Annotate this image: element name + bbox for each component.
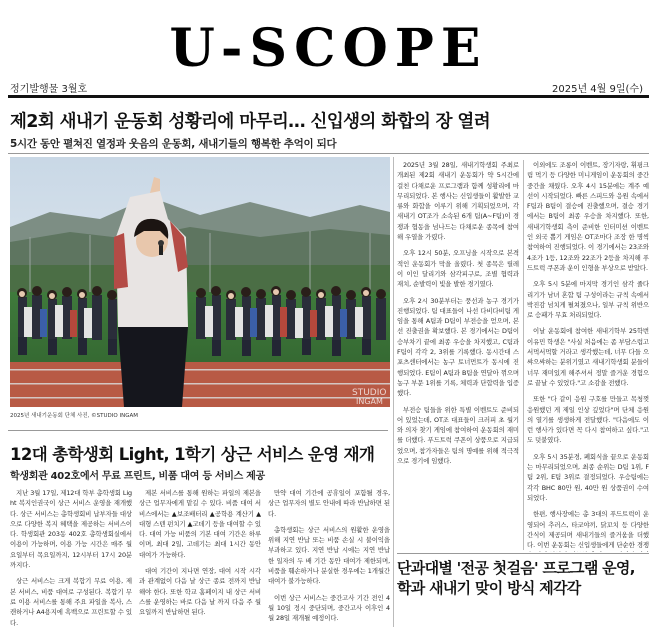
lead-headline: 제2회 새내기 운동회 성황리에 마무리… 신입생의 화합의 장 열려: [10, 112, 491, 132]
second-paragraph: 이번 상근 서비스는 중간고사 기간 전인 4월 10일 정시 중단되며, 중간고사 이후인 4월 28일 재개될 예정이다.: [268, 593, 390, 623]
second-headline: 12대 총학생회 Light, 1학기 상근 서비스 운영 재개: [10, 445, 375, 464]
second-body-col2: [139, 488, 261, 626]
lead-paragraph: 이날 운동회에 참여한 새내기학부 25학번 이유민 학생은 "사실 처음에는 좀 부담스럽고 서먹서먹할 거라고 생각했는데, 너무 다들 으쌰으쌰하는 분위기였고 새내기학생회 분들이 너무 재미있게 해주셔서 정말 즐거운 경험으로 끝날 수 있었다."고 소감을 전했다.: [527, 327, 649, 387]
lead-photo: [10, 157, 390, 407]
lead-paragraph: 한편, 행사장에는 총 3대의 푸드트럭이 운영되어 추러스, 타코야끼, 닭꼬치 등 다양한 간식이 제공되며 새내기들의 즐거움을 더했다. 이번 운동회는 신입생들에게 단순한 경쟁: [527, 510, 649, 550]
section-rule: [393, 157, 394, 627]
lead-body-col2: [527, 160, 649, 552]
issue-label: 정기발행물 3월호: [10, 84, 88, 95]
column-rule: [523, 160, 524, 550]
section-divider: [8, 430, 388, 431]
lead-subheadline: 5시간 동안 펼쳐진 열정과 웃음의 운동회, 새내기들의 행복한 추억이 되다: [10, 138, 337, 150]
second-paragraph: 지난 3월 17일, 제12대 학부 총학생회 Light 복지인권국이 상근 서비스 운영을 재개했다. 상근 서비스는 총학생회비 납부자들 대상으로 다양한 복지 혜택을 제공하는 서비스이다. 학생회관 203동 402호 총학생회실에서 이용이 가능하며, 이용 가능 시간은 매주 월요일부터 목요일까지, 12시부터 17시 20분까지다.: [10, 489, 132, 570]
masthead: [0, 0, 657, 82]
second-paragraph: 제본 서비스를 통해 원하는 파일의 제본을 상근 업무자에게 맡길 수 있다. 비품 대여 서비스에서는 ▲보조배터리 ▲공학용 계산기 ▲대형 스텐 펀치기 ▲고데기 등을 대여할 수 있다. 대여 가능 비품의 기본 대여 기간은 하루이며, 최대 2일, 고데기는 최대 1시간 동안 대여가 가능하다.: [139, 489, 261, 559]
second-paragraph: 대여 기간이 지나면 연장, 대여 시작 시각과 관계없이 다음 날 상근 종료 전까지 반납해야 한다. 또한 학교 홈페이지 내 상근 서비스를 운영하는 바로 다음 날 까지 다음 주 월요일까지 반납하면 된다.: [139, 567, 261, 617]
second-paragraph: 총학생회는 상근 서비스의 원활한 운영을 위해 지연 반납 또는 비품 손실 시 불이익을 부과하고 있다. 지연 반납 시에는 지연 반납한 일자의 두 배 기간 동안 대여가 제한되며, 비품을 훼손하거나 분실한 경우에는 1개월간 대여가 불가능하다.: [268, 525, 390, 586]
second-paragraph: 만약 대여 기간에 공휴일이 포함될 경우, 상근 업무자의 별도 안내에 따라 반납하면 된다.: [268, 489, 390, 518]
crowd-photo: [10, 157, 390, 407]
photo-watermark-2: INGAM: [356, 397, 383, 406]
second-subheadline: 학생회관 402호에서 무료 프린트, 비품 대여 등 서비스 제공: [10, 471, 265, 482]
second-paragraph: 상근 서비스는 크게 복합기 무료 이용, 제본 서비스, 비품 대여로 구성된다. 복합기 무료 이용 서비스를 통해 주요 파일을 복사, 스캔하거나 A4용지에 흑백으로 프린트할 수 있다.: [10, 577, 132, 626]
photo-watermark: STUDIO: [352, 388, 387, 398]
lead-paragraph: 오후 12시 50분, 오프닝을 시작으로 본격적인 운동회가 막을 올렸다. 첫 종목은 릴레이 이인 달리기와 삼각피구로, 조별 협력과 재치, 순발력이 빛을 발한 경기였다.: [397, 249, 519, 289]
lead-paragraph: 이외에도 조롱이 이벤트, 장기자랑, 휘핑크림 먹기 등 다양한 미니게임이 운동회의 중간중간을 채웠다. 오후 4시 15분에는 계주 예선이 시작되었다. 빠른 스피드와 응원 속에서 F팀과 B팀이 결승에 진출했으며, 결승 경기에서는 B팀이 최종 우승을 차지했다. 또한, 새내기학생회 측이 준비한 인터미션 이벤트인 외국 뽑기 게임은 OT조마다 조장 한 명씩 참여하여 진행되었다. 이 경기에서는 23조와 4조가 1등, 12조와 22조가 2등을 차지해 푸드트럭 쿠폰과 운이 인형을 부상으로 받았다.: [527, 161, 649, 272]
lead-body-col1: [397, 160, 519, 552]
lead-paragraph: 오후 2시 30분부터는 풍선과 농구 경기가 진행되었다. 팀 대표들이 나선 다비다비팀 게임을 통해 A팀과 D팀이 부전승을 얻으며, 본선 진출권을 확보했다. 본 경기에서는 D팀이 승부차기 끝에 최종 우승을 차지했고, C팀과 F팀이 각각 2, 3위를 기록했다. 동시간대 스포츠센터에서는 농구 토너먼트가 동시에 진행되었다. E팀이 A팀과 B팀을 연달아 꺾으며 농구 부문 1위를 기록, 체력과 단합력을 입증했다.: [397, 296, 519, 398]
second-body-col3: [268, 488, 390, 626]
lead-paragraph: 2025년 3월 28일, 새내기학생회 주최로 개최된 제2회 새내기 운동회가 약 5시간에 걸친 다채로운 프로그램과 함께 성황리에 마무리되었다. 본 행사는 신입생들이 활발한 교류와 화합을 이루기 위해 기획되었으며, 각 새내기 OT조가 소속된 6개 팀(A~F팀)이 경쟁과 협동을 넘나드는 다채로운 종목에 참여해 우열을 가렸다.: [397, 161, 519, 242]
newspaper-logo: U-SCOPE: [169, 18, 488, 79]
lead-paragraph: 부전승 팀들을 위한 특별 이벤트도 준비되어 있었는데, OT조 대표들이 크러피 초 월기와 의자 찾기 게임에 참여하여 운동회의 재미를 더했다. 푸드트럭 쿠폰이 상품으로 지급되었으며, 참가자들은 팀의 명예를 위해 적극적으로 경기에 임했다.: [397, 405, 519, 466]
masthead-rule: [8, 95, 649, 98]
lead-paragraph: 오후 5시 5분에 마지막 경기인 삼각 줄다리기가 남녀 혼합 팀 구성이라는 규칙 속에서 박진감 넘치게 펼쳐졌으나, 일부 규칙 위반으로 승패가 무효 처리되었다.: [527, 280, 649, 320]
third-headline: 단과대별 '전공 첫걸음' 프로그램 운영, 학과 새내기 맞이 방식 제각각: [397, 559, 635, 597]
publication-date: 2025년 4월 9일(수): [552, 84, 643, 95]
second-body-col1: [10, 488, 132, 626]
section-divider: [8, 153, 649, 154]
photo-caption: 2025년 새내기운동회 단체 사진, ©STUDIO INGAM: [10, 413, 138, 419]
lead-paragraph: 또한 "다 같이 응원 구호를 만들고 목청껏 응원했던 게 제일 인상 깊었다"며 단체 응원의 열기를 생생하게 전달했다. "다음에도 이런 행사가 있다면 꼭 다시 참여하고 싶다."고도 덧붙였다.: [527, 395, 649, 445]
lead-paragraph: 오후 5시 35분경, 폐회식을 끝으로 운동회는 마무리되었으며, 최종 순위는 D팀 1위, F팀 2위, E팀 3위로 결정되었다. 우승팀에는 각각 BHC 80만 원, 40만 원 상품권이 수여되었다.: [527, 452, 649, 502]
section-divider: [397, 553, 649, 554]
